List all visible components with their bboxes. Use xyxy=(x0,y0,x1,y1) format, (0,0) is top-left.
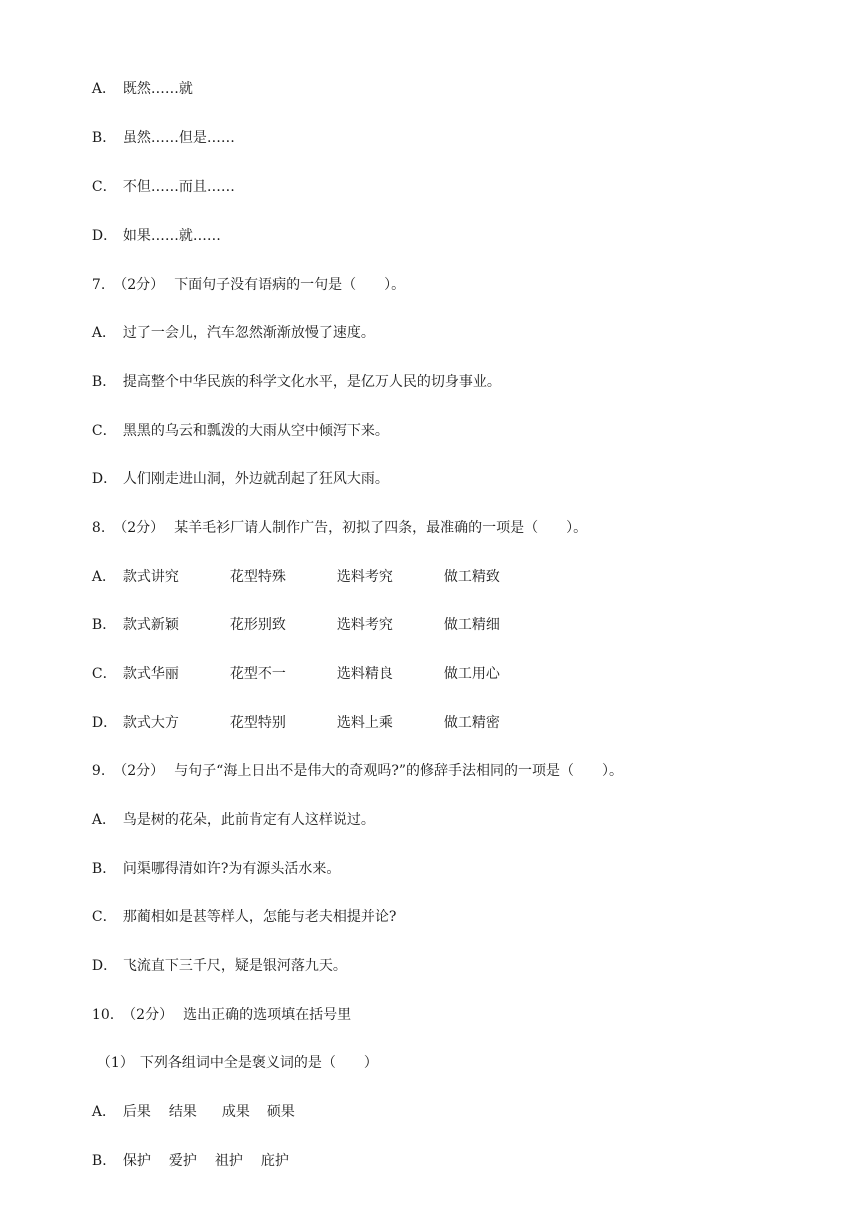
option-text: 过了一会儿，汽车忽然渐渐放慢了速度。 xyxy=(122,325,375,341)
option-line xyxy=(83,644,500,682)
option-cell: 爱护 xyxy=(168,1153,197,1169)
option-letter: C． xyxy=(91,909,117,925)
option-line xyxy=(83,59,193,97)
question-score: （2分） xyxy=(122,1007,174,1023)
option-cell: 款式新颖 xyxy=(122,617,179,633)
option-cell: 花型特别 xyxy=(229,715,286,731)
option-letter: D． xyxy=(91,228,118,244)
option-letter: B． xyxy=(91,130,117,146)
option-cell: 后果 xyxy=(122,1104,151,1120)
question-number: 7. xyxy=(91,277,106,293)
option-cell: 做工精密 xyxy=(443,715,500,731)
option-cell: 做工精细 xyxy=(443,617,500,633)
option-cell: 选料考究 xyxy=(336,617,393,633)
option-letter: A． xyxy=(91,325,117,341)
option-letter: B． xyxy=(91,374,117,390)
option-text: 既然……就 xyxy=(122,81,193,97)
question-score: （2分） xyxy=(113,520,165,536)
option-cell: 成果 xyxy=(221,1104,250,1120)
option-line xyxy=(83,157,235,195)
option-cell: 做工用心 xyxy=(443,666,500,682)
option-letter: A． xyxy=(91,812,117,828)
question-number: 8. xyxy=(91,520,106,536)
option-cell: 保护 xyxy=(122,1153,151,1169)
sub-question-text: 下列各组词中全是褒义词的是（ ） xyxy=(139,1055,378,1071)
option-line xyxy=(83,401,389,439)
option-letter: B． xyxy=(91,861,117,877)
option-line xyxy=(83,303,375,341)
option-text: 不但……而且…… xyxy=(122,179,235,195)
question-8 xyxy=(83,498,588,536)
option-letter: C． xyxy=(91,423,117,439)
question-number: 10. xyxy=(91,1007,115,1023)
option-cell: 花型不一 xyxy=(229,666,286,682)
option-line xyxy=(83,1131,289,1169)
option-cell: 做工精致 xyxy=(443,569,500,585)
option-letter: D． xyxy=(91,471,118,487)
option-letter: D． xyxy=(91,715,118,731)
question-text: 下面句子没有语病的一句是（ ）。 xyxy=(174,277,406,293)
sub-question-number: （1） xyxy=(96,1055,134,1071)
option-line xyxy=(83,595,500,633)
question-score: （2分） xyxy=(113,763,165,779)
option-letter: B． xyxy=(91,617,117,633)
option-letter: A． xyxy=(91,81,117,97)
option-line xyxy=(83,547,500,585)
option-letter: C． xyxy=(91,666,117,682)
option-line xyxy=(83,1082,295,1120)
option-line xyxy=(83,839,341,877)
option-line xyxy=(83,449,389,487)
option-text: 人们刚走进山洞，外边就刮起了狂风大雨。 xyxy=(122,471,389,487)
option-cell: 庇护 xyxy=(260,1153,289,1169)
option-letter: B． xyxy=(91,1153,117,1169)
option-cell: 结果 xyxy=(168,1104,197,1120)
option-line xyxy=(83,693,500,731)
option-cell: 祖护 xyxy=(214,1153,243,1169)
option-cell: 花型特殊 xyxy=(229,569,286,585)
option-line xyxy=(83,108,235,146)
question-7 xyxy=(83,255,406,293)
question-text: 选出正确的选项填在括号里 xyxy=(183,1007,352,1023)
option-letter: A． xyxy=(91,569,117,585)
option-text: 提高整个中华民族的科学文化水平，是亿万人民的切身事业。 xyxy=(122,374,501,390)
option-cell: 选料上乘 xyxy=(336,715,393,731)
question-text: 某羊毛衫厂请人制作广告，初拟了四条，最准确的一项是（ ）。 xyxy=(174,520,588,536)
sub-question-1 xyxy=(88,1033,378,1071)
option-cell: 款式华丽 xyxy=(122,666,179,682)
option-text: 虽然……但是…… xyxy=(122,130,235,146)
option-cell: 花形别致 xyxy=(229,617,286,633)
option-text: 鸟是树的花朵，此前肯定有人这样说过。 xyxy=(122,812,375,828)
option-cell: 款式大方 xyxy=(122,715,179,731)
option-letter: D． xyxy=(91,958,118,974)
option-line xyxy=(83,352,501,390)
option-letter: A． xyxy=(91,1104,117,1120)
question-9 xyxy=(83,741,624,779)
option-letter: C． xyxy=(91,179,117,195)
option-cell: 选料精良 xyxy=(336,666,393,682)
option-line xyxy=(83,206,221,244)
option-text: 问渠哪得清如许?为有源头活水来。 xyxy=(122,861,341,877)
option-cell: 款式讲究 xyxy=(122,569,179,585)
question-text: 与句子“海上日出不是伟大的奇观吗?”的修辞手法相同的一项是（ ）。 xyxy=(174,763,624,779)
option-text: 飞流直下三千尺，疑是银河落九天。 xyxy=(122,958,347,974)
option-line xyxy=(83,790,375,828)
option-text: 黑黑的乌云和瓢泼的大雨从空中倾泻下来。 xyxy=(122,423,389,439)
option-text: 那蔺相如是甚等样人，怎能与老夫相提并论? xyxy=(122,909,397,925)
question-number: 9. xyxy=(91,763,106,779)
option-cell: 选料考究 xyxy=(336,569,393,585)
question-10 xyxy=(83,985,352,1023)
option-line xyxy=(83,887,397,925)
option-cell: 硕果 xyxy=(266,1104,295,1120)
question-score: （2分） xyxy=(113,277,165,293)
option-text: 如果……就…… xyxy=(122,228,221,244)
option-line xyxy=(83,936,347,974)
